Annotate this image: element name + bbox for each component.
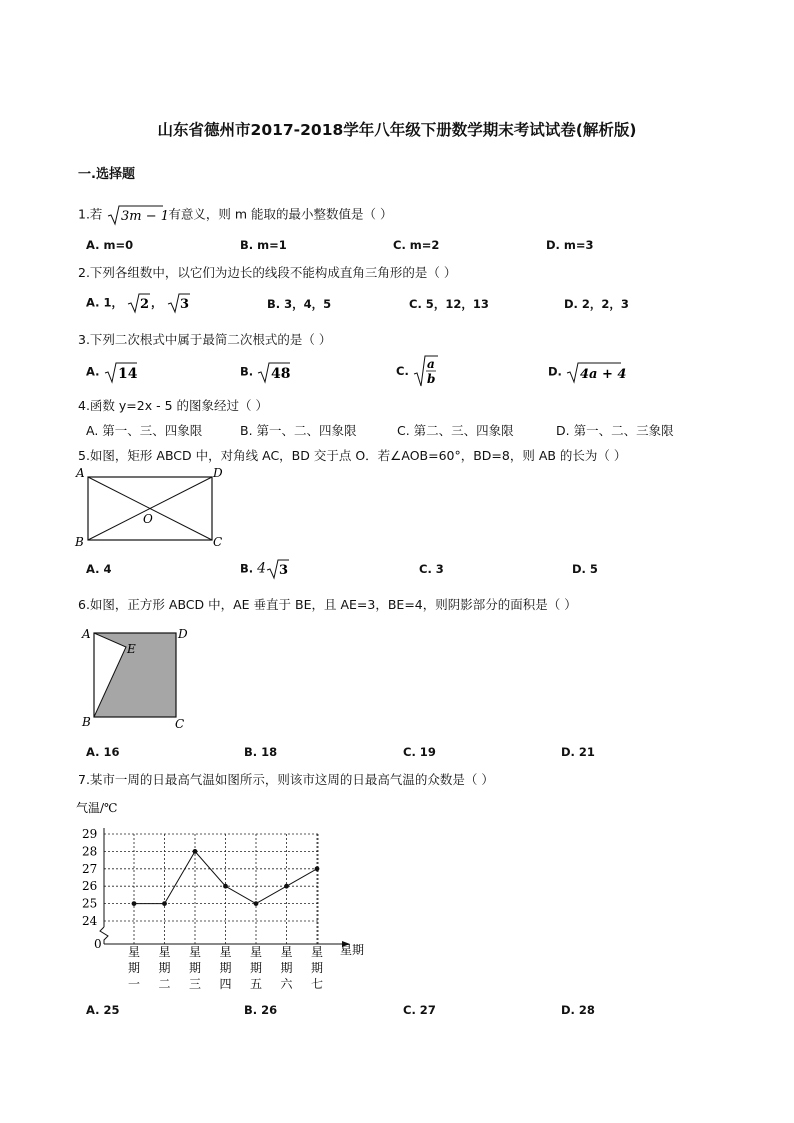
q7-option-c[interactable]: C. 27 (403, 1003, 436, 1017)
question-4: 4.函数 y=2x - 5 的图象经过（ ） (78, 398, 268, 413)
y-tick-label: 28 (82, 844, 98, 859)
q7-option-b[interactable]: B. 26 (244, 1003, 278, 1017)
y-tick-label: 27 (82, 861, 98, 876)
q2-option-a-prefix: A. 1， (86, 295, 123, 310)
data-point (162, 901, 167, 906)
sqrt-fraction (413, 354, 439, 388)
x-tick-label-char: 七 (311, 977, 324, 991)
q3-option-b[interactable] (240, 360, 291, 384)
data-point (315, 866, 320, 871)
q5-option-c[interactable]: C. 3 (419, 562, 444, 576)
origin-label: 0 (94, 937, 102, 951)
sqrt-radical (257, 360, 291, 384)
x-tick-label-char: 二 (158, 977, 171, 991)
coefficient: 4 (257, 560, 267, 577)
q3-option-a-letter: A. (86, 364, 100, 379)
x-tick-label-char: 星 (219, 945, 232, 959)
label-d: D (213, 466, 223, 480)
x-tick-label-char: 三 (189, 977, 202, 991)
x-tick-label-char: 期 (311, 961, 324, 975)
q7-option-d[interactable]: D. 28 (561, 1003, 595, 1017)
page-title: 山东省德州市2017-2018学年八年级下册数学期末考试试卷(解析版) (157, 121, 637, 139)
radicand-text: 4a + 4 (579, 367, 627, 382)
label-a: A (76, 466, 85, 480)
square-figure (76, 620, 196, 732)
sqrt-radical (566, 360, 627, 384)
sqrt-radical (106, 204, 170, 226)
q1-option-d[interactable]: D. m=3 (546, 238, 594, 252)
section-heading: 一.选择题 (78, 167, 135, 182)
q5-option-b[interactable] (240, 558, 290, 580)
q3-option-d[interactable] (548, 360, 627, 384)
sqrt-radical (127, 292, 151, 314)
x-tick-label-char: 期 (280, 961, 293, 975)
data-point (193, 849, 198, 854)
x-tick-label-char: 期 (189, 961, 202, 975)
x-tick-label-char: 星 (250, 945, 263, 959)
sqrt-radical (167, 292, 191, 314)
radicand-text: 3 (179, 297, 189, 312)
y-tick-label: 29 (82, 827, 98, 841)
sqrt-radical (266, 558, 290, 580)
x-tick-label-char: 四 (219, 977, 232, 991)
q5-option-b-letter: B. (240, 561, 254, 576)
q4-option-a[interactable]: A. 第一、三、四象限 (86, 423, 203, 438)
y-tick-label: 24 (82, 914, 98, 928)
q3-option-b-letter: B. (240, 364, 254, 379)
x-tick-label-char: 期 (158, 961, 171, 975)
q4-option-b[interactable]: B. 第一、二、四象限 (240, 423, 357, 438)
y-tick-label: 26 (82, 879, 98, 894)
fraction-numerator: a (426, 357, 435, 371)
radicand-text: 14 (117, 366, 137, 382)
fraction-denominator: b (426, 372, 436, 386)
question-6: 6.如图，正方形 ABCD 中，AE 垂直于 BE，且 AE=3，BE=4，则阴影部分的面积是（ ） (78, 597, 577, 612)
radicand-text: 3m − 1 (121, 209, 170, 224)
q4-option-c[interactable]: C. 第二、三、四象限 (397, 423, 514, 438)
q6-option-a[interactable]: A. 16 (86, 745, 120, 759)
q7-option-a[interactable]: A. 25 (86, 1003, 120, 1017)
q3-option-c-letter: C. (396, 364, 409, 378)
q2-option-b[interactable]: B. 3，4，5 (267, 297, 332, 311)
y-axis-label: 气温/℃ (76, 801, 118, 815)
x-tick-label-char: 期 (250, 961, 263, 975)
x-tick-label-char: 六 (280, 977, 293, 991)
separator: ， (151, 295, 163, 310)
x-tick-label-char: 期 (219, 961, 232, 975)
q1-option-a[interactable]: A. m=0 (86, 238, 134, 252)
q3-option-c[interactable] (396, 354, 439, 388)
x-axis-label: 星期 (340, 943, 365, 957)
radicand-text: 2 (140, 297, 150, 312)
q2-option-d[interactable]: D. 2，2，3 (564, 297, 629, 311)
data-point (132, 901, 137, 906)
x-tick-label-char: 星 (280, 945, 293, 959)
label-e: E (127, 642, 136, 656)
question-2: 2.下列各组数中，以它们为边长的线段不能构成直角三角形的是（ ） (78, 265, 457, 280)
question-5: 5.如图，矩形 ABCD 中，对角线 AC，BD 交于点 O．若∠AOB=60°，BD=8，则 AB 的长为（ ） (78, 448, 627, 463)
q5-option-a[interactable]: A. 4 (86, 562, 112, 576)
data-point (223, 884, 228, 889)
label-a: A (82, 627, 91, 641)
label-c: C (175, 717, 185, 731)
q6-option-b[interactable]: B. 18 (244, 745, 278, 759)
label-b: B (82, 715, 91, 729)
label-b: B (75, 535, 84, 549)
q3-option-a[interactable] (86, 360, 138, 384)
question-3: 3.下列二次根式中属于最简二次根式的是（ ） (78, 332, 332, 347)
data-point (284, 884, 289, 889)
temperature-line-chart (70, 792, 380, 997)
radicand-text: 48 (271, 366, 291, 382)
q1-option-b[interactable]: B. m=1 (240, 238, 287, 252)
question-1-prefix: 1.若 (78, 206, 103, 222)
rectangle-figure (72, 464, 232, 550)
q2-option-c[interactable]: C. 5，12，13 (409, 297, 489, 311)
x-tick-label-char: 星 (311, 945, 324, 959)
radicand-text: 3 (279, 563, 289, 578)
data-point (254, 901, 259, 906)
x-tick-label-char: 五 (250, 977, 263, 991)
x-tick-label-char: 一 (128, 977, 141, 991)
label-c: C (213, 535, 223, 549)
x-tick-label-char: 期 (128, 961, 141, 975)
question-7: 7.某市一周的日最高气温如图所示，则该市这周的日最高气温的众数是（ ） (78, 772, 494, 787)
q1-option-c[interactable]: C. m=2 (393, 238, 440, 252)
label-d: D (178, 627, 188, 641)
q6-option-c[interactable]: C. 19 (403, 745, 436, 759)
q4-option-d[interactable]: D. 第一、二、三象限 (556, 423, 674, 438)
q5-option-d[interactable]: D. 5 (572, 562, 598, 576)
x-tick-label-char: 星 (189, 945, 202, 959)
label-o: O (143, 512, 153, 526)
question-1-suffix: 有意义，则 m 能取的最小整数值是（ ） (168, 206, 393, 222)
q2-option-a[interactable] (86, 292, 191, 314)
question-1 (78, 204, 393, 226)
q6-option-d[interactable]: D. 21 (561, 745, 595, 759)
y-tick-label: 25 (82, 896, 98, 911)
x-tick-label-char: 星 (128, 945, 141, 959)
q3-option-d-letter: D. (548, 364, 562, 379)
sqrt-radical (104, 360, 138, 384)
x-tick-label-char: 星 (158, 945, 171, 959)
